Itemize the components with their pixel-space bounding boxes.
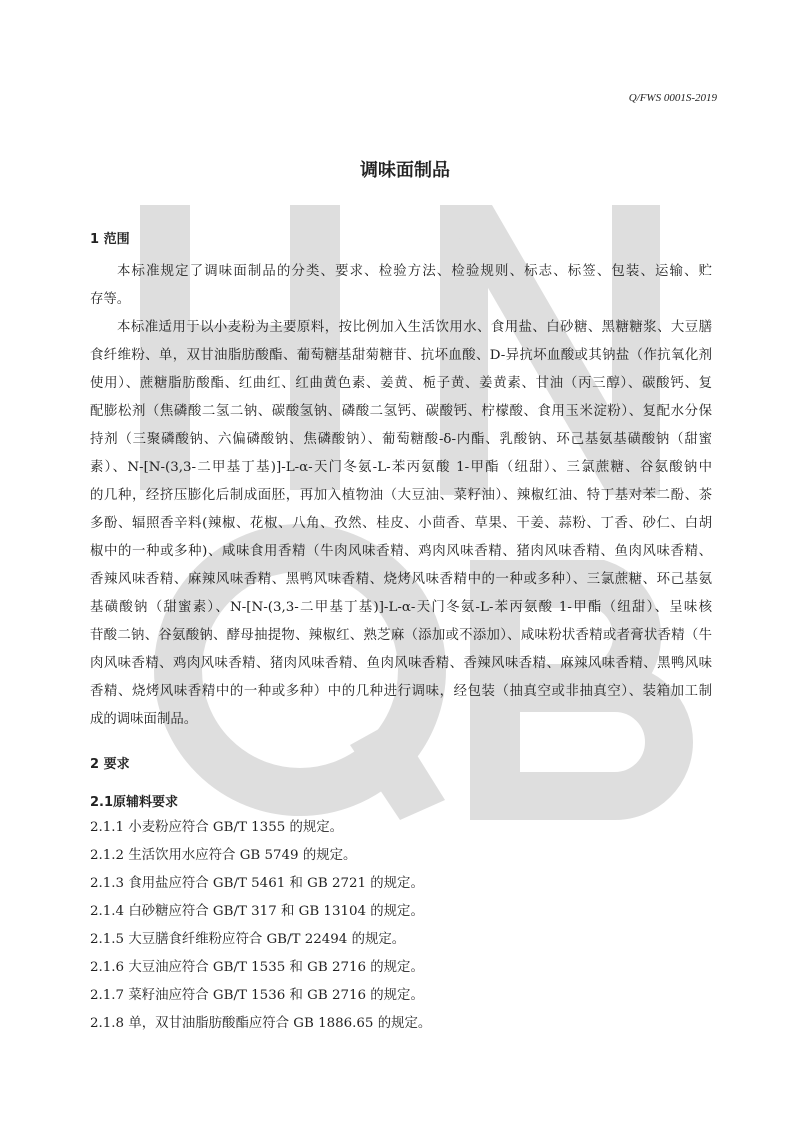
list-item: 2.1.8 单，双甘油脂肪酸酯应符合 GB 1886.65 的规定。 <box>90 1016 432 1031</box>
text-line: 苷酸二钠、谷氨酸钠、酵母抽提物、辣椒红、熟芝麻（添加或不添加）、咸味粉状香精或者膏状香精（牛 <box>90 628 712 643</box>
text-line: 使用）、蔗糖脂肪酸酯、红曲红、红曲黄色素、姜黄、栀子黄、姜黄素、甘油（丙三醇）、碳酸钙、复 <box>90 376 712 391</box>
text-line: 基磺酸钠（甜蜜素）、N-[N-(3,3-二甲基丁基)]-L-α-天门冬氨-L-苯丙氨酸 1-甲酯（纽甜）、呈味核 <box>90 600 712 615</box>
text-line: 椒中的一种或多种)、咸味食用香精（牛肉风味香精、鸡肉风味香精、猪肉风味香精、鱼肉风味香精、 <box>90 544 712 559</box>
text-line: 的几种，经挤压膨化后制成面胚，再加入植物油（大豆油、菜籽油）、辣椒红油、特丁基对苯二酚、茶 <box>90 488 712 503</box>
text-line: 本标准规定了调味面制品的分类、要求、检验方法、检验规则、标志、标签、包装、运输、贮 <box>117 264 712 279</box>
text-line: 存等。 <box>90 292 131 307</box>
scope-paragraph-1 <box>90 258 712 314</box>
section-heading-requirements: 2 要求 <box>90 757 130 772</box>
list-item: 2.1.6 大豆油应符合 GB/T 1535 和 GB 2716 的规定。 <box>90 960 424 975</box>
scope-paragraph-2 <box>90 314 712 734</box>
subsection-heading-materials: 2.1原辅料要求 <box>90 795 179 810</box>
text-line: 素）、N-[N-(3,3-二甲基丁基)]-L-α-天门冬氨-L-苯丙氨酸 1-甲酯（纽甜）、三氯蔗糖、谷氨酸钠中 <box>90 460 712 475</box>
text-line: 肉风味香精、鸡肉风味香精、猪肉风味香精、鱼肉风味香精、香辣风味香精、麻辣风味香精、黑鸭风味 <box>90 656 712 671</box>
text-line: 成的调味面制品。 <box>90 712 198 727</box>
text-line: 食纤维粉、单，双甘油脂肪酸酯、葡萄糖基甜菊糖苷、抗坏血酸、D-异抗坏血酸或其钠盐（作抗氧化剂 <box>90 348 712 363</box>
list-item: 2.1.3 食用盐应符合 GB/T 5461 和 GB 2721 的规定。 <box>90 876 424 891</box>
text-line: 香精、烧烤风味香精中的一种或多种）中的几种进行调味，经包装（抽真空或非抽真空）、装箱加工制 <box>90 684 712 699</box>
list-item: 2.1.7 菜籽油应符合 GB/T 1536 和 GB 2716 的规定。 <box>90 988 424 1003</box>
list-item: 2.1.1 小麦粉应符合 GB/T 1355 的规定。 <box>90 820 344 835</box>
list-item: 2.1.5 大豆膳食纤维粉应符合 GB/T 22494 的规定。 <box>90 932 406 947</box>
text-line: 本标准适用于以小麦粉为主要原料，按比例加入生活饮用水、食用盐、白砂糖、黑糖糖浆、大豆膳 <box>117 320 712 335</box>
section-heading-scope: 1 范围 <box>90 232 130 247</box>
text-line: 配膨松剂（焦磷酸二氢二钠、碳酸氢钠、磷酸二氢钙、碳酸钙、柠檬酸、食用玉米淀粉）、复配水分保 <box>90 404 712 419</box>
document-number: Q/FWS 0001S-2019 <box>628 92 717 104</box>
materials-list <box>90 814 712 1038</box>
text-line: 多酚、辐照香辛料(辣椒、花椒、八角、孜然、桂皮、小茴香、草果、干姜、蒜粉、丁香、砂仁、白胡 <box>90 516 712 531</box>
text-line: 香辣风味香精、麻辣风味香精、黑鸭风味香精、烧烤风味香精中的一种或多种）、三氯蔗糖、环己基氨 <box>90 572 712 587</box>
list-item: 2.1.2 生活饮用水应符合 GB 5749 的规定。 <box>90 848 357 863</box>
text-line: 持剂（三聚磷酸钠、六偏磷酸钠、焦磷酸钠）、葡萄糖酸-δ-内酯、乳酸钠、环己基氨基磺酸钠（甜蜜 <box>90 432 712 447</box>
page-title: 调味面制品 <box>360 160 450 181</box>
list-item: 2.1.4 白砂糖应符合 GB/T 317 和 GB 13104 的规定。 <box>90 904 424 919</box>
